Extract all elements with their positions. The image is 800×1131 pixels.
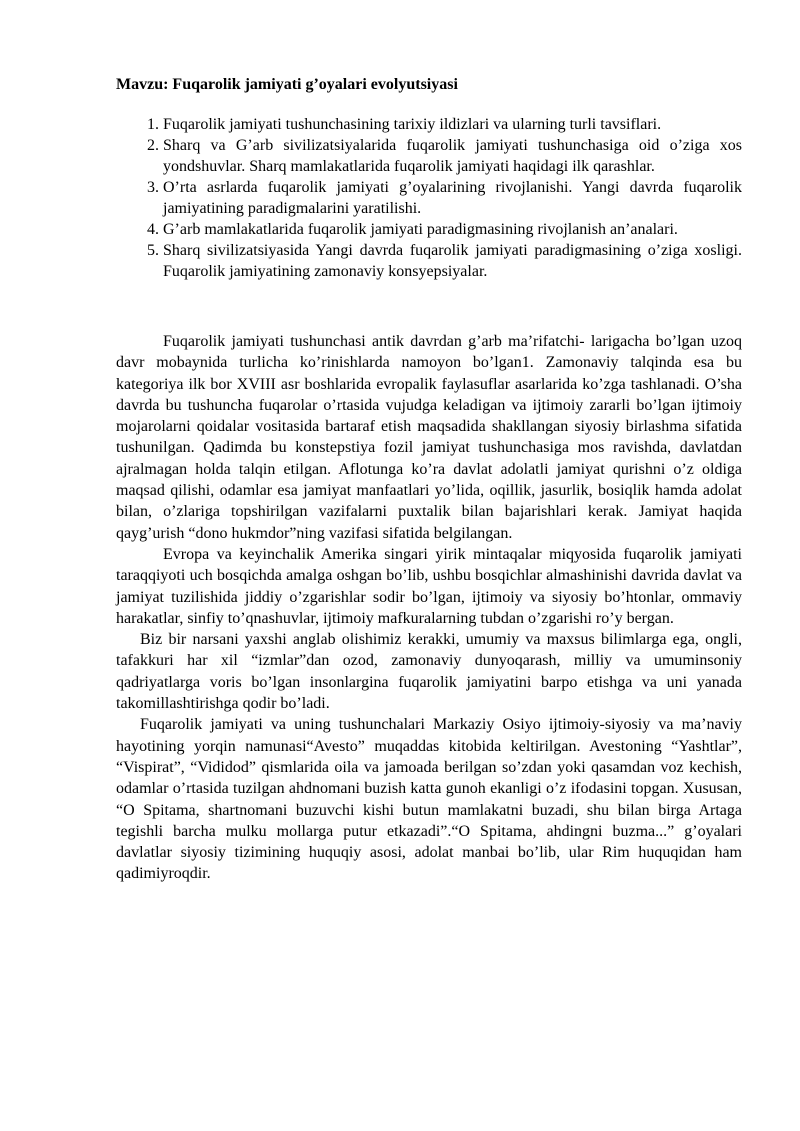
document-page [116,74,742,885]
document-title: Mavzu: Fuqarolik jamiyati g’oyalari evolyutsiyasi [116,76,458,93]
topic-item: 5. Sharq sivilizatsiyasida Yangi davrda fuqarolik jamiyati paradigmasining o’ziga xosligi. Fuqarolik jamiyatining zamonaviy konsyepsiyalar. [163,240,742,282]
body-paragraph: Biz bir narsani yaxshi anglab olishimiz kerakki, umumiy va maxsus bilimlarga ega, ongli, tafakkuri har xil “izmlar”dan ozod, zamonaviy dunyoqarash, milliy va umuminsoniy qadriyatlarga voris bo’lgan insonlargina fuqarolik jamiyatini barpo etishga va uni yanada takomillashtirishga qodir bo’ladi. [116,631,742,713]
body-paragraph: Evropa va keyinchalik Amerika singari yirik mintaqalar miqyosida fuqarolik jamiyati taraqqiyoti uch bosqichda amalga oshgan bo’lib, ushbu bosqichlar almashinishi davrida davlat va jamiyat tuzilishida jiddiy o’zgarishlar sodir bo’lgan, ijtimoiy va siyosiy bo’htonlar, ommaviy harakatlar, sinfiy to’qnashuvlar, ijtimoiy mafkuralarning tubdan o’zgarishi ro’y bergan. [116,545,742,627]
body-paragraph: Fuqarolik jamiyati tushunchasi antik davrdan g’arb ma’rifatchi- larigacha bo’lgan uzoq davr mobaynida turlicha ko’rinishlarda namoyon bo’lgan1. Zamonaviy talqinda esa bu kategoriya ilk bor XVIII asr boshlarida evropalik faylasuflar asarlarida ko’zga tashlanadi. O’sha davrda bu tushuncha fuqarolar o’rtasida vujudga keladigan va ijtimoiy zararli bo’lgan ijtimoiy mojarolarni qoidalar vositasida bartaraf etish maqsadida shakllangan siyosiy birlashma sifatida tushunilgan. Qadimda bu konstepstiya fozil jamiyat tushunchasiga mos ravishda, davlatdan ajralmagan holda talqin etilgan. Aflotunga ko’ra davlat adolatli jamiyat qurishni o’z oldiga maqsad qilishi, odamlar esa jamiyat manfaatlari yo’lida, oqillik, jasurlik, bosiqlik hamda adolat bilan, o’zlariga topshirilgan vazifalarni puxtalik bilan bajarishlari kerak. Jamiyat haqida qayg’urish “dono hukmdor”ning vazifasi sifatida belgilangan. [116,333,742,542]
body-paragraph: Fuqarolik jamiyati va uning tushunchalari Markaziy Osiyo ijtimoiy-siyosiy va ma’naviy hayotining yorqin namunasi“Avesto” muqaddas kitobida keltirilgan. Avestoning “Yashtlar”, “Vispirat”, “Vididod” qismlarida oila va jamoada berilgan so’zdan yoki qasamdan voz kechish, odamlar o’rtasida tuzilgan ahdnomani buzish katta gunoh ekanligi o’z ifodasini topgan. Xususan, “O Spitama, shartnomani buzuvchi kishi butun mamlakatni buzadi, shu bilan birga Artaga tegishli barcha mulku mollarga putur etkazadi”.“O Spitama, ahdingni buzma...” g’oyalari davlatlar siyosiy tizimining huquqiy asosi, adolat manbai bo’lib, ular Rim huquqidan ham qadimiyroqdir. [116,716,742,883]
topic-item: 4. G’arb mamlakatlarida fuqarolik jamiyati paradigmasining rivojlanish an’analari. [163,219,742,240]
topic-item: 1. Fuqarolik jamiyati tushunchasining tarixiy ildizlari va ularning turli tavsiflari. [163,114,742,135]
section-spacer [116,282,742,331]
topics-list [116,114,742,282]
topic-item: 2. Sharq va G’arb sivilizatsiyalarida fuqarolik jamiyati tushunchasiga oid o’ziga xos yondshuvlar. Sharq mamlakatlarida fuqarolik jamiyati haqidagi ilk qarashlar. [163,135,742,177]
topic-item: 3. O’rta asrlarda fuqarolik jamiyati g’oyalarining rivojlanishi. Yangi davrda fuqarolik jamiyatining paradigmalarini yaratilishi. [163,177,742,219]
